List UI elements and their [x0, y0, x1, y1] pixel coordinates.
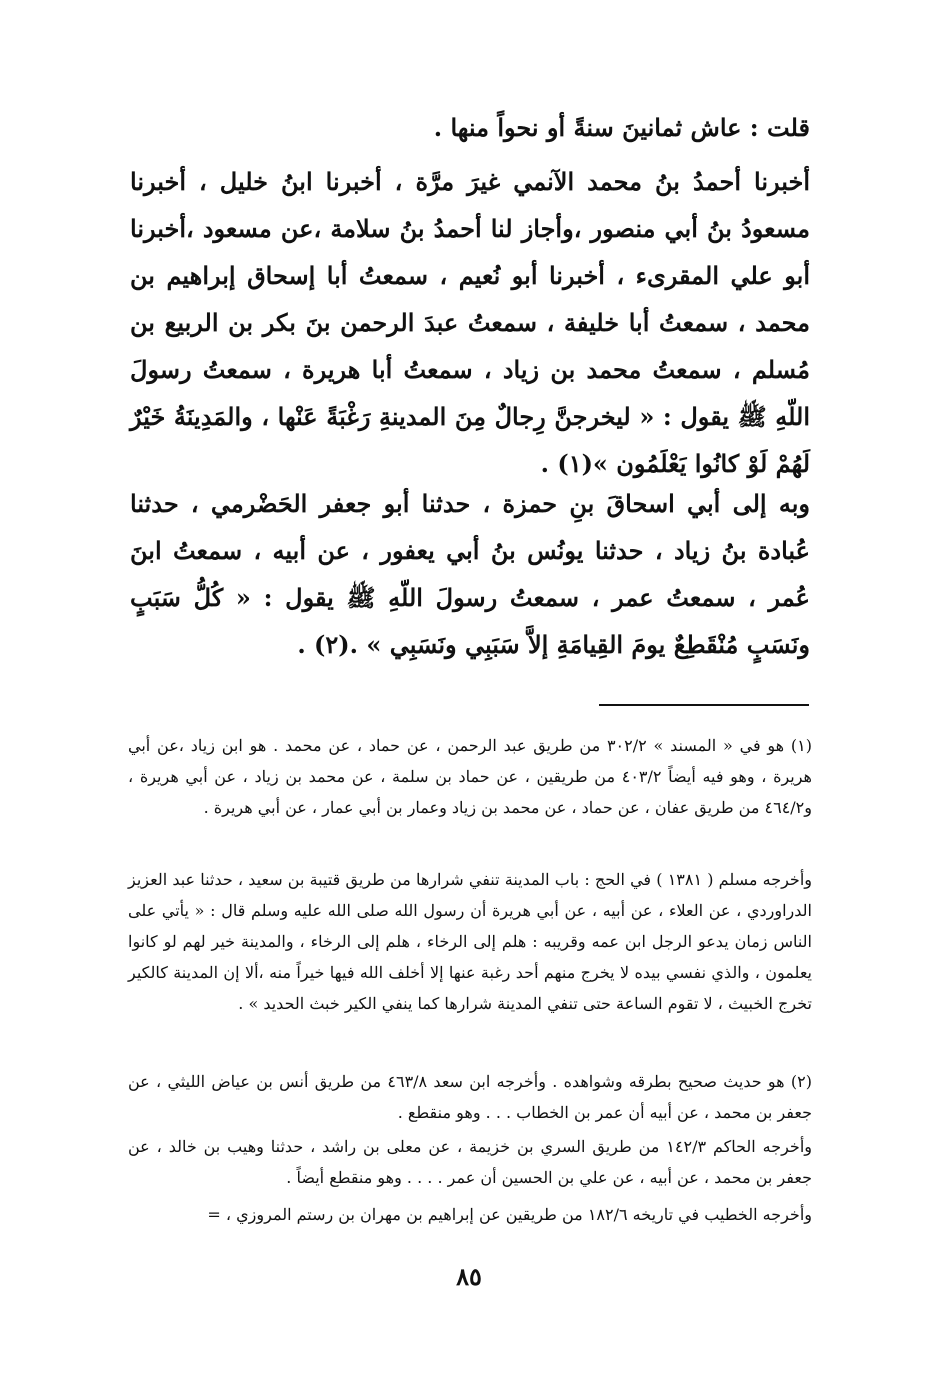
main-paragraph — [130, 480, 810, 668]
footnote-text: وأخرجه مسلم ( ١٣٨١ ) في الحج : باب المدينة تنفي شرارها من طريق قتيبة بن سعيد ، حدثنا عبد العزيز الدراوردي ، عن العلاء ، عن أبيه ، عن أبي هريرة أن رسول الله صلى الله عليه وسلم قال : « يأتي على الناس زمان يدعو الرجل ابن عمه وقريبه : هلم إلى الرخاء ، هلم إلى الرخاء ، والمدينة خير لهم لو كانوا يعلمون ، والذي نفسي بيده لا يخرج منهم أحد رغبة عنها إلا أخلف الله فيها خيراً منه ،ألا إن المدينة كالكير تخرج الخبيث ، لا تقوم الساعة حتى تنفي المدينة شرارها كما ينفي الكير خبث الحديد » . — [128, 870, 813, 1013]
paragraph-text: قلت : عاش ثمانينَ سنةً أو نحواً منها . — [433, 113, 810, 142]
footnote — [128, 1131, 812, 1193]
page-number: ٨٥ — [456, 1262, 482, 1291]
footnote-text: (١) هو في « المسند » ٣٠٢/٢ من طريق عبد الرحمن ، عن حماد ، عن محمد . هو ابن زياد ،عن أبي هريرة ، وهو فيه أيضاً ٤٠٣/٢ من طريقين ، عن حماد بن سلمة ، عن محمد بن زياد ، عن أبي هريرة ، و٤٦٤/٢ من طريق عفان ، عن حماد ، عن محمد بن زياد وعمار بن أبي عمار ، عن أبي هريرة . — [128, 736, 812, 817]
main-paragraph — [130, 104, 810, 151]
footnote-text: (٢) هو حديث صحيح بطرقه وشواهده . وأخرجه ابن سعد ٤٦٣/٨ من طريق أنس بن عياض الليثي ، عن جعفر بن محمد ، عن أبيه أن عمر بن الخطاب . . . وهو منقطع . — [128, 1072, 812, 1122]
footnote — [128, 864, 812, 1019]
footnote-separator — [599, 704, 809, 706]
footnote-text: وأخرجه الحاكم ١٤٢/٣ من طريق السري بن خزيمة ، عن معلى بن راشد ، حدثنا وهيب بن خالد ، عن جعفر بن محمد ، عن أبيه ، عن علي بن الحسين أن عمر . . . . وهو منقطع أيضاً . — [128, 1137, 812, 1187]
footnote — [128, 730, 812, 823]
footnote-text: وأخرجه الخطيب في تاريخه ١٨٢/٦ من طريقين عن إبراهيم بن مهران بن رستم المروزي ، = — [207, 1205, 812, 1224]
footnote — [128, 1199, 812, 1230]
main-paragraph — [130, 158, 810, 487]
footnote — [128, 1066, 812, 1128]
paragraph-text: وبه إلى أبي اسحاقَ بنِ حمزة ، حدثنا أبو جعفر الحَضْرمي ، حدثنا عُبادة بنُ زياد ، حدثنا يونُس بنُ أبي يعفور ، عن أبيه ، سمعتُ ابنَ عُمر ، سمعتُ عمر ، سمعتُ رسولَ اللّهِ ﷺ يقول : « كُلُّ سَبَبٍ ونَسَبٍ مُنْقَطِعٌ يومَ القِيامَةِ إلاَّ سَبَبِي ونَسَبِي » .(٢) . — [130, 489, 810, 659]
paragraph-text: أخبرنا أحمدُ بنُ محمد الآنمي غيرَ مرَّة ، أخبرنا ابنُ خليل ، أخبرنا مسعودُ بنُ أبي منصور ،وأجاز لنا أحمدُ بنُ سلامة ،عن مسعود ،أخبرنا أبو علي المقرىء ، أخبرنا أبو نُعيم ، سمعتُ أبا إسحاق إبراهيم بن محمد ، سمعتُ أبا خليفة ، سمعتُ عبدَ الرحمن بنَ بكر بن الربيع بن مُسلم ، سمعتُ محمد بن زياد ، سمعتُ أبا هريرة ، سمعتُ رسولَ اللّهِ ﷺ يقول : « ليخرجنَّ رِجالٌ مِنَ المدينةِ رَغْبَةً عَنْها ، والمَدِينَةُ خَيْرٌ لَهُمْ لَوْ كانُوا يَعْلَمُون »(١) . — [130, 167, 811, 478]
